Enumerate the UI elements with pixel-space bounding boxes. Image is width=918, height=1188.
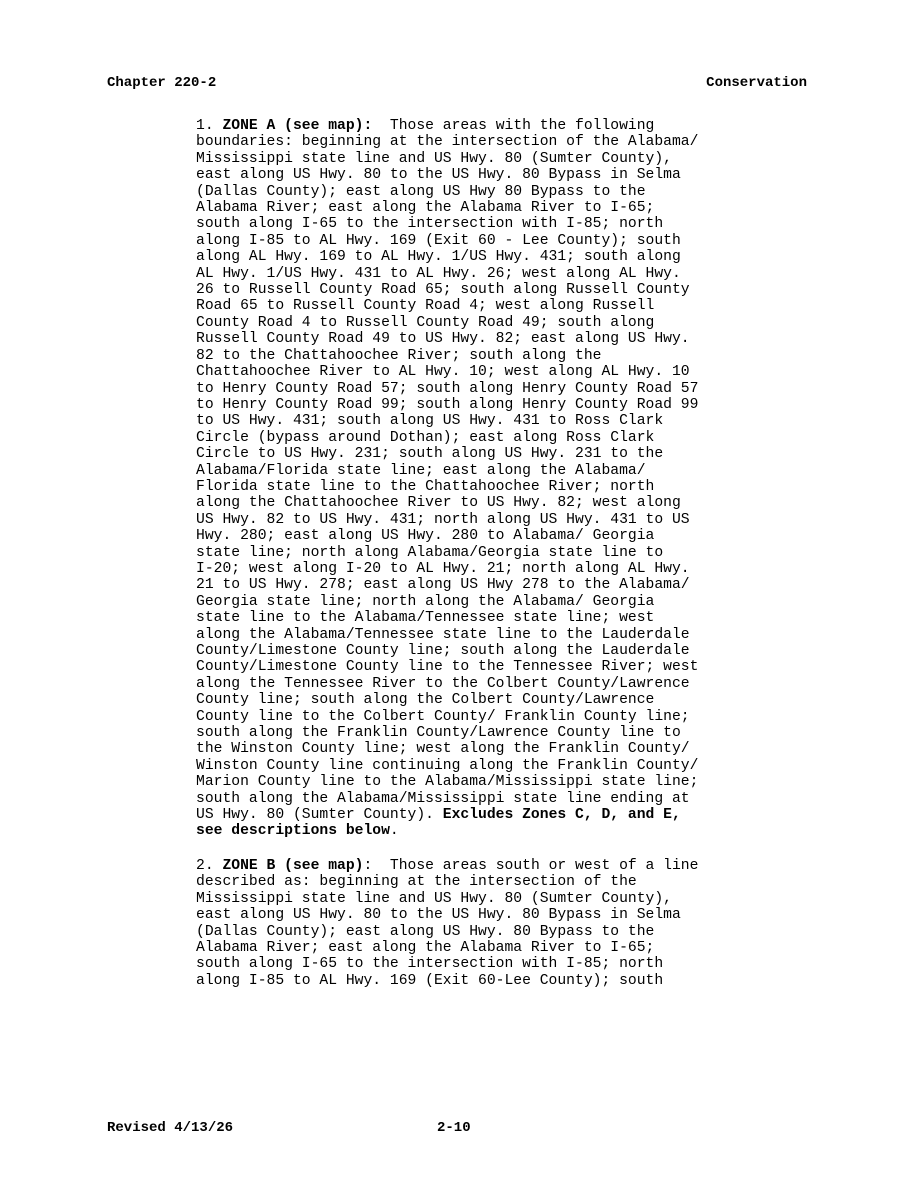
text-run: state line to the Alabama/Tennessee state line; west xyxy=(196,610,655,627)
text-run: Russell County Road 49 to US Hwy. 82; east along US Hwy. xyxy=(196,331,690,348)
text-run: along I-85 to AL Hwy. 169 (Exit 60-Lee County); south xyxy=(196,972,664,989)
chapter-header: Chapter 220-2 xyxy=(107,75,217,91)
text-run: US Hwy. 80 (Sumter County). xyxy=(196,807,443,824)
text-run: AL Hwy. 1/US Hwy. 431 to AL Hwy. 26; west along AL Hwy. xyxy=(196,265,681,282)
revision-date: Revised 4/13/26 xyxy=(107,1120,234,1136)
text-run: described as: beginning at the intersection of the xyxy=(196,874,637,891)
text-line xyxy=(196,940,826,956)
text-run: US Hwy. 82 to US Hwy. 431; north along US Hwy. 431 to US xyxy=(196,511,690,528)
text-run: County/Limestone County line; south along the Lauderdale xyxy=(196,643,690,659)
text-line xyxy=(196,134,826,150)
text-run: south along the Franklin County/Lawrence County line to xyxy=(196,725,681,742)
text-run: Alabama River; east along the Alabama River to I-65; xyxy=(196,939,655,956)
text-line xyxy=(196,594,826,610)
text-run: along AL Hwy. 169 to AL Hwy. 1/US Hwy. 431; south along xyxy=(196,249,681,266)
bold-text: see descriptions below xyxy=(196,823,390,840)
text-line xyxy=(196,659,826,675)
text-run: Mississippi state line and US Hwy. 80 (Sumter County), xyxy=(196,150,672,167)
text-line xyxy=(196,331,826,347)
text-run: Georgia state line; north along the Alabama/ Georgia xyxy=(196,593,655,610)
text-line xyxy=(196,233,826,249)
text-line xyxy=(196,676,826,692)
text-line xyxy=(196,643,826,659)
text-line xyxy=(196,692,826,708)
text-line xyxy=(196,858,826,874)
text-line xyxy=(196,364,826,380)
text-line xyxy=(196,891,826,907)
text-run: south along I-65 to the intersection with I-85; north xyxy=(196,956,664,973)
bold-text: Excludes Zones C, D, and E, xyxy=(442,807,681,824)
text-run: Winston County line continuing along the Franklin County/ xyxy=(196,757,699,774)
text-run: Circle (bypass around Dothan); east along Ross Clark xyxy=(196,429,655,446)
text-run: County line; south along the Colbert County/Lawrence xyxy=(196,692,655,709)
text-run: . xyxy=(389,823,399,840)
text-run: along I-85 to AL Hwy. 169 (Exit 60 - Lee County); south xyxy=(196,232,681,249)
zone-b-paragraph xyxy=(196,858,826,989)
text-run: 26 to Russell County Road 65; south along Russell County xyxy=(196,282,690,299)
page-number: 2-10 xyxy=(437,1120,471,1136)
text-line xyxy=(196,446,826,462)
text-run: Alabama/Florida state line; east along the Alabama/ xyxy=(196,462,646,479)
text-line xyxy=(196,774,826,790)
text-run: County Road 4 to Russell County Road 49; south along xyxy=(196,314,655,331)
zone-a-paragraph xyxy=(196,118,826,840)
text-line xyxy=(196,758,826,774)
text-run: Road 65 to Russell County Road 4; west along Russell xyxy=(196,298,655,315)
text-run: I-20; west along I-20 to AL Hwy. 21; north along AL Hwy. xyxy=(196,560,690,577)
text-run: to US Hwy. 431; south along US Hwy. 431 to Ross Clark xyxy=(196,413,664,430)
text-line xyxy=(196,200,826,216)
text-line xyxy=(196,874,826,890)
text-run: state line; north along Alabama/Georgia state line to xyxy=(196,544,664,561)
text-line xyxy=(196,151,826,167)
text-line xyxy=(196,397,826,413)
text-line xyxy=(196,924,826,940)
text-line xyxy=(196,348,826,364)
text-line xyxy=(196,216,826,232)
text-line xyxy=(196,956,826,972)
text-line xyxy=(196,167,826,183)
text-run: Hwy. 280; east along US Hwy. 280 to Alabama/ Georgia xyxy=(196,528,655,545)
text-run: County/Limestone County line to the Tennessee River; west xyxy=(196,659,699,676)
text-line xyxy=(196,463,826,479)
text-run: 1. xyxy=(196,118,223,134)
text-line xyxy=(196,249,826,265)
text-line xyxy=(196,298,826,314)
text-run: along the Tennessee River to the Colbert County/Lawrence xyxy=(196,675,690,692)
text-line xyxy=(196,266,826,282)
document-body xyxy=(196,118,826,989)
text-run: Mississippi state line and US Hwy. 80 (Sumter County), xyxy=(196,890,672,907)
text-line xyxy=(196,413,826,429)
text-run: : Those areas south or west of a line xyxy=(363,857,699,874)
text-run: 2. xyxy=(196,857,223,874)
text-line xyxy=(196,184,826,200)
bold-text: ZONE B (see map) xyxy=(222,857,364,874)
text-run: along the Chattahoochee River to US Hwy. 82; west along xyxy=(196,495,681,512)
text-line xyxy=(196,315,826,331)
text-line xyxy=(196,627,826,643)
text-line xyxy=(196,528,826,544)
text-run: east along US Hwy. 80 to the US Hwy. 80 Bypass in Selma xyxy=(196,167,681,184)
text-line xyxy=(196,512,826,528)
section-header: Conservation xyxy=(706,75,807,91)
text-line xyxy=(196,973,826,989)
text-line xyxy=(196,495,826,511)
text-run: (Dallas County); east along US Hwy. 80 Bypass to the xyxy=(196,923,655,940)
text-run: 21 to US Hwy. 278; east along US Hwy 278 to the Alabama/ xyxy=(196,577,690,594)
text-line xyxy=(196,545,826,561)
text-line xyxy=(196,807,826,823)
text-run: Chattahoochee River to AL Hwy. 10; west along AL Hwy. 10 xyxy=(196,364,690,381)
text-line xyxy=(196,791,826,807)
text-run: County line to the Colbert County/ Franklin County line; xyxy=(196,708,690,725)
text-line xyxy=(196,430,826,446)
text-run: Circle to US Hwy. 231; south along US Hwy. 231 to the xyxy=(196,446,664,463)
text-run: Florida state line to the Chattahoochee River; north xyxy=(196,478,655,495)
text-run: (Dallas County); east along US Hwy 80 Bypass to the xyxy=(196,183,646,200)
text-line xyxy=(196,610,826,626)
text-line xyxy=(196,907,826,923)
text-line xyxy=(196,118,826,134)
bold-text: ZONE A (see map): xyxy=(222,118,373,134)
text-line xyxy=(196,479,826,495)
text-run: to Henry County Road 99; south along Henry County Road 99 xyxy=(196,396,699,413)
text-run: boundaries: beginning at the intersection of the Alabama/ xyxy=(196,134,699,151)
text-run: east along US Hwy. 80 to the US Hwy. 80 Bypass in Selma xyxy=(196,907,681,924)
text-line xyxy=(196,741,826,757)
text-line xyxy=(196,282,826,298)
text-run: south along the Alabama/Mississippi state line ending at xyxy=(196,790,690,807)
text-line xyxy=(196,823,826,839)
text-run: the Winston County line; west along the Franklin County/ xyxy=(196,741,690,758)
text-run: along the Alabama/Tennessee state line to the Lauderdale xyxy=(196,626,690,643)
text-run: Those areas with the following xyxy=(372,118,655,134)
text-run: 82 to the Chattahoochee River; south along the xyxy=(196,347,602,364)
text-line xyxy=(196,561,826,577)
text-run: to Henry County Road 57; south along Henry County Road 57 xyxy=(196,380,699,397)
text-run: Marion County line to the Alabama/Mississippi state line; xyxy=(196,774,699,791)
text-run: south along I-65 to the intersection with I-85; north xyxy=(196,216,664,233)
text-run: Alabama River; east along the Alabama River to I-65; xyxy=(196,200,655,217)
text-line xyxy=(196,709,826,725)
text-line xyxy=(196,381,826,397)
text-line xyxy=(196,577,826,593)
text-line xyxy=(196,725,826,741)
